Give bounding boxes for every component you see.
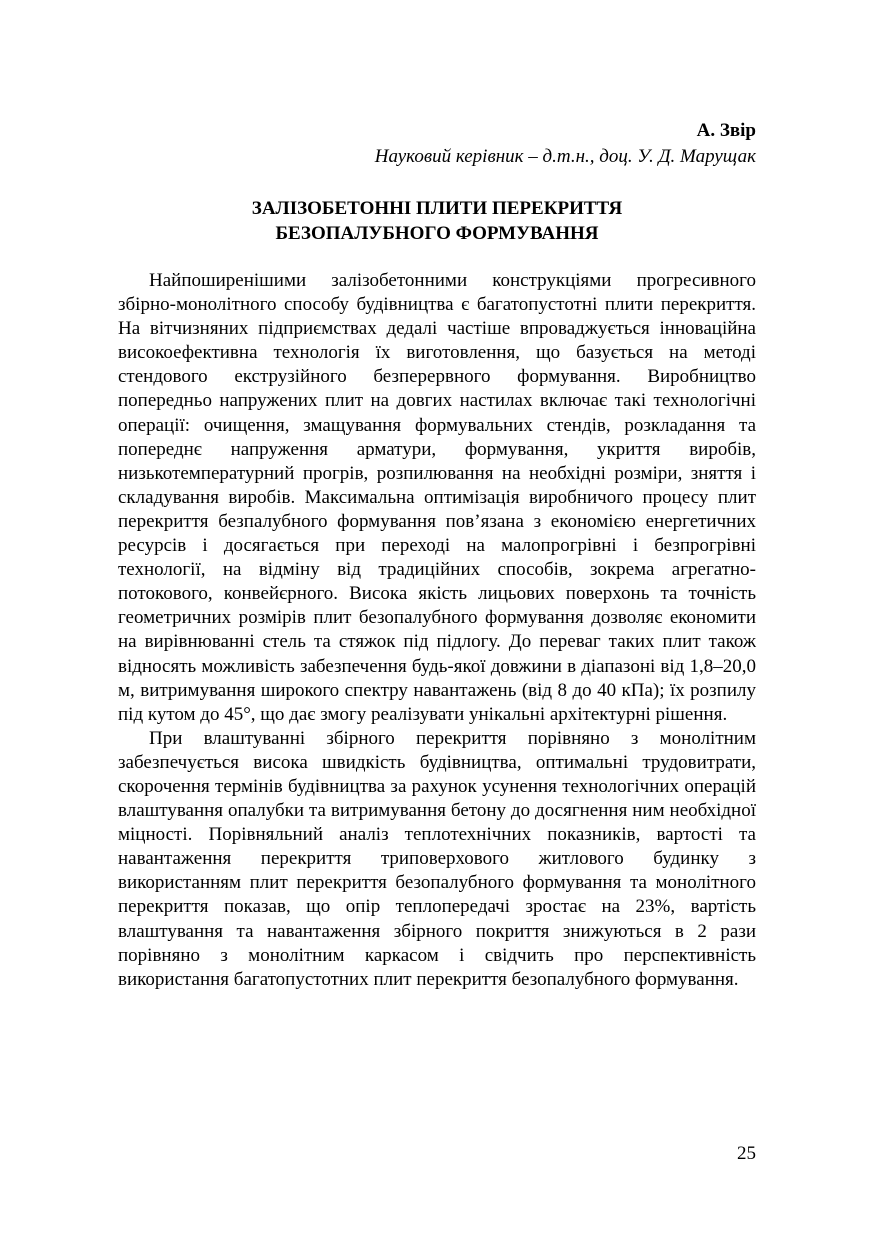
page-number: 25 xyxy=(737,1143,756,1164)
article-title xyxy=(118,196,756,246)
article-body xyxy=(118,269,756,992)
page-content xyxy=(118,118,756,992)
article-title-line-2: БЕЗОПАЛУБНОГО ФОРМУВАННЯ xyxy=(275,223,599,244)
scientific-supervisor: Науковий керівник – д.т.н., доц. У. Д. Марущак xyxy=(374,146,756,167)
article-title-line-1: ЗАЛІЗОБЕТОННІ ПЛИТИ ПЕРЕКРИТТЯ xyxy=(251,198,623,219)
paragraph-1: Найпоширенішими залізобетонними конструкціями прогресивного збірно-монолітного способу будівництва є багатопустотні плити перекриття. На вітчизняних підприємствах дедалі частіше впроваджується інноваційна високоефективна технологія їх виготовлення, що базується на методі стендового екструзійного безперервного формування. Виробництво попередньо напружених плит на довгих настилах включає такі технологічні операції: очищення, змащування формувальних стендів, розкладання та попереднє напруження арматури, формування, укриття виробів, низькотемпературний прогрів, розпилювання на необхідні розміри, зняття і складування виробів. Максимальна оптимізація виробничого процесу плит перекриття безпалубного формування пов’язана з економією енергетичних ресурсів і досягається при переході на малопрогрівні і безпрогрівні технології, на відміну від традиційних способів, зокрема агрегатно-потокового, конвейєрного. Висока якість лицьових поверхонь та точність геометричних розмірів плит безопалубного формування дозволяє економити на вирівнюванні стель та стяжок під підлогу. До переваг таких плит також відносять можливість забезпечення будь-якої довжини в діапазоні від 1,8–20,0 м, витримування широкого спектру навантажень (від 8 до 40 кПа); їх розпилу під кутом до 45°, що дає змогу реалізувати унікальні архітектурні рішення. xyxy=(118,270,756,725)
paragraph-2: При влаштуванні збірного перекриття порівняно з монолітним забезпечується висока швидкість будівництва, оптимальні трудовитрати, скорочення термінів будівництва за рахунок усунення технологічних операцій влаштування опалубки та витримування бетону до досягнення ним необхідної міцності. Порівняльний аналіз теплотехнічних показників, вартості та навантаження перекриття триповерхового житлового будинку з використанням плит перекриття безопалубного формування та монолітного перекриття показав, що опір теплопередачі зростає на 23%, вартість влаштування та навантаження збірного покриття знижуються в 2 рази порівняно з монолітним каркасом і свідчить про перспективність використання багатопустотних плит перекриття безопалубного формування. xyxy=(118,727,756,990)
author-name: А. Звір xyxy=(696,120,756,141)
